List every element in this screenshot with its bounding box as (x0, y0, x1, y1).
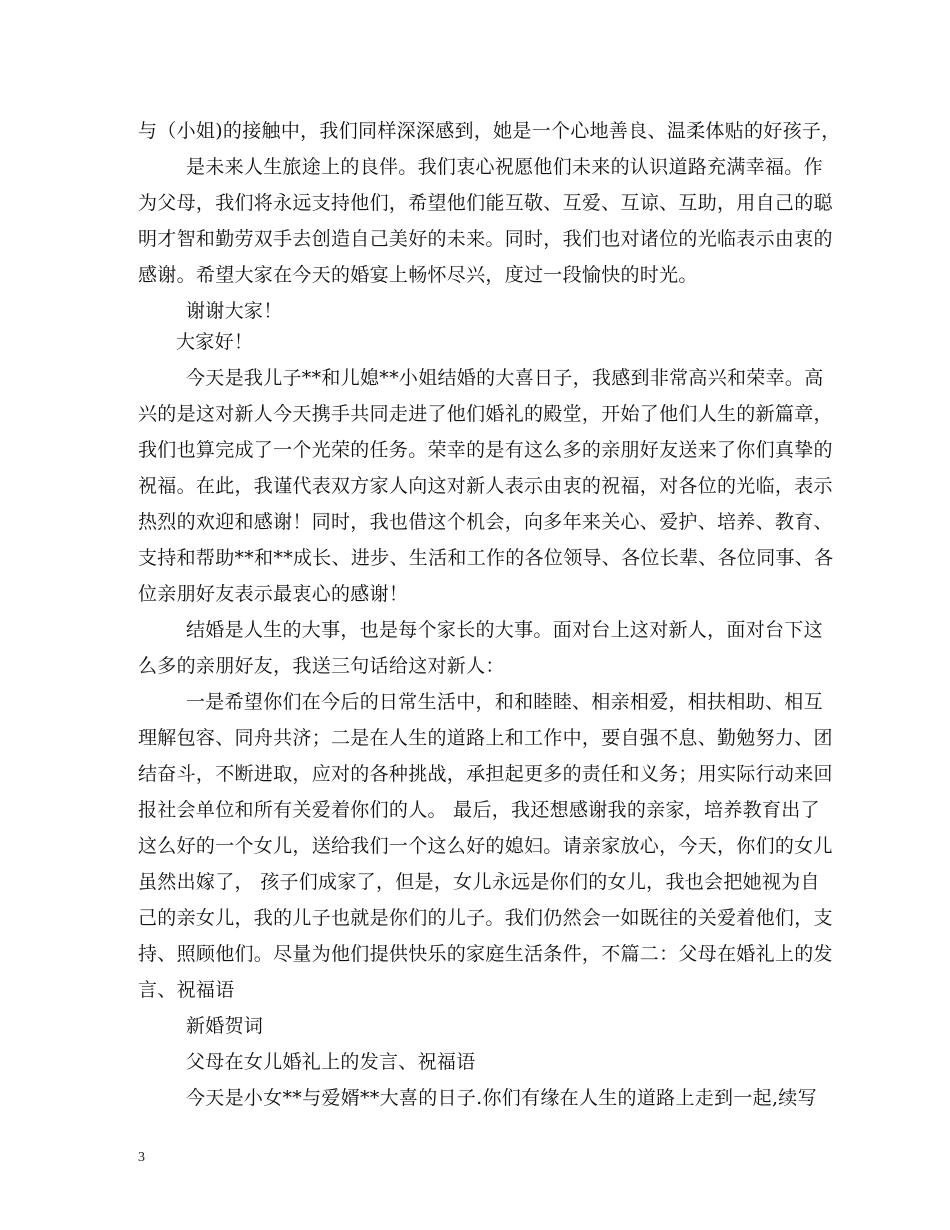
text-line: 结奋斗，不断进取，应对的各种挑战，承担起更多的责任和义务；用实际行动来回 (138, 763, 833, 785)
text-line: 今天是小女**与爱婿**大喜的日子.你们有缘在人生的道路上走到一起,续写 (186, 1087, 817, 1109)
text-line: 一是希望你们在今后的日常生活中，和和睦睦、相亲相爱，相扶相助、相互 (186, 691, 823, 713)
text-line: 兴的是这对新人今天携手共同走进了他们婚礼的殿堂，开始了他们人生的新篇章， (138, 403, 833, 425)
text-line: 热烈的欢迎和感谢！同时，我也借这个机会，向多年来关心、爱护、培养、教育、 (138, 511, 833, 533)
text-line: 己的亲女儿，我的儿子也就是你们的儿子。我们仍然会一如既往的关爱着他们，支 (138, 907, 833, 929)
text-line: 为父母，我们将永远支持他们，希望他们能互敬、互爱、互谅、互助，用自己的聪 (138, 192, 833, 214)
text-line: 持、照顾他们。尽量为他们提供快乐的家庭生活条件，不篇二：父母在婚礼上的发 (138, 943, 833, 965)
text-line: 报社会单位和所有关爱着你们的人。 最后，我还想感谢我的亲家，培养教育出了 (138, 799, 820, 821)
text-line: 么多的亲朋好友，我送三句话给这对新人： (138, 655, 505, 677)
text-line: 虽然出嫁了， 孩子们成家了，但是，女儿永远是你们的女儿，我也会把她视为自 (138, 871, 820, 893)
text-line: 感谢。希望大家在今天的婚宴上畅怀尽兴，度过一段愉快的时光。 (138, 264, 698, 286)
text-line: 与（小姐)的接触中，我们同样深深感到，她是一个心地善良、温柔体贴的好孩子， (138, 120, 841, 142)
text-line: 今天是我儿子**和儿媳**小姐结婚的大喜日子，我感到非常高兴和荣幸。高 (186, 367, 824, 389)
text-line: 位亲朋好友表示最衷心的感谢！ (138, 583, 409, 605)
text-line: 结婚是人生的大事，也是每个家长的大事。面对台上这对新人，面对台下这 (186, 619, 823, 641)
text-line: 谢谢大家！ (186, 300, 283, 322)
page-number: 3 (138, 1150, 145, 1165)
text-line: 理解包容、同舟共济；二是在人生的道路上和工作中，要自强不息、勤勉努力、团 (138, 727, 833, 749)
text-line: 我们也算完成了一个光荣的任务。荣幸的是有这么多的亲朋好友送来了你们真挚的 (138, 439, 833, 461)
text-line: 新婚贺词 (186, 1015, 264, 1037)
text-line: 这么好的一个女儿，送给我们一个这么好的媳妇。请亲家放心，今天，你们的女儿 (138, 835, 833, 857)
text-line: 大家好！ (176, 331, 254, 353)
text-line: 父母在女儿婚礼上的发言、祝福语 (186, 1051, 476, 1073)
text-line: 明才智和勤劳双手去创造自己美好的未来。同时，我们也对诸位的光临表示由衷的 (138, 228, 833, 250)
text-line: 是未来人生旅途上的良伴。我们衷心祝愿他们未来的认识道路充满幸福。作 (186, 156, 823, 178)
text-line: 支持和帮助**和**成长、进步、生活和工作的各位领导、各位长辈、各位同事、各 (138, 547, 834, 569)
text-line: 言、祝福语 (138, 979, 235, 1001)
text-line: 祝福。在此，我谨代表双方家人向这对新人表示由衷的祝福，对各位的光临，表示 (138, 475, 833, 497)
